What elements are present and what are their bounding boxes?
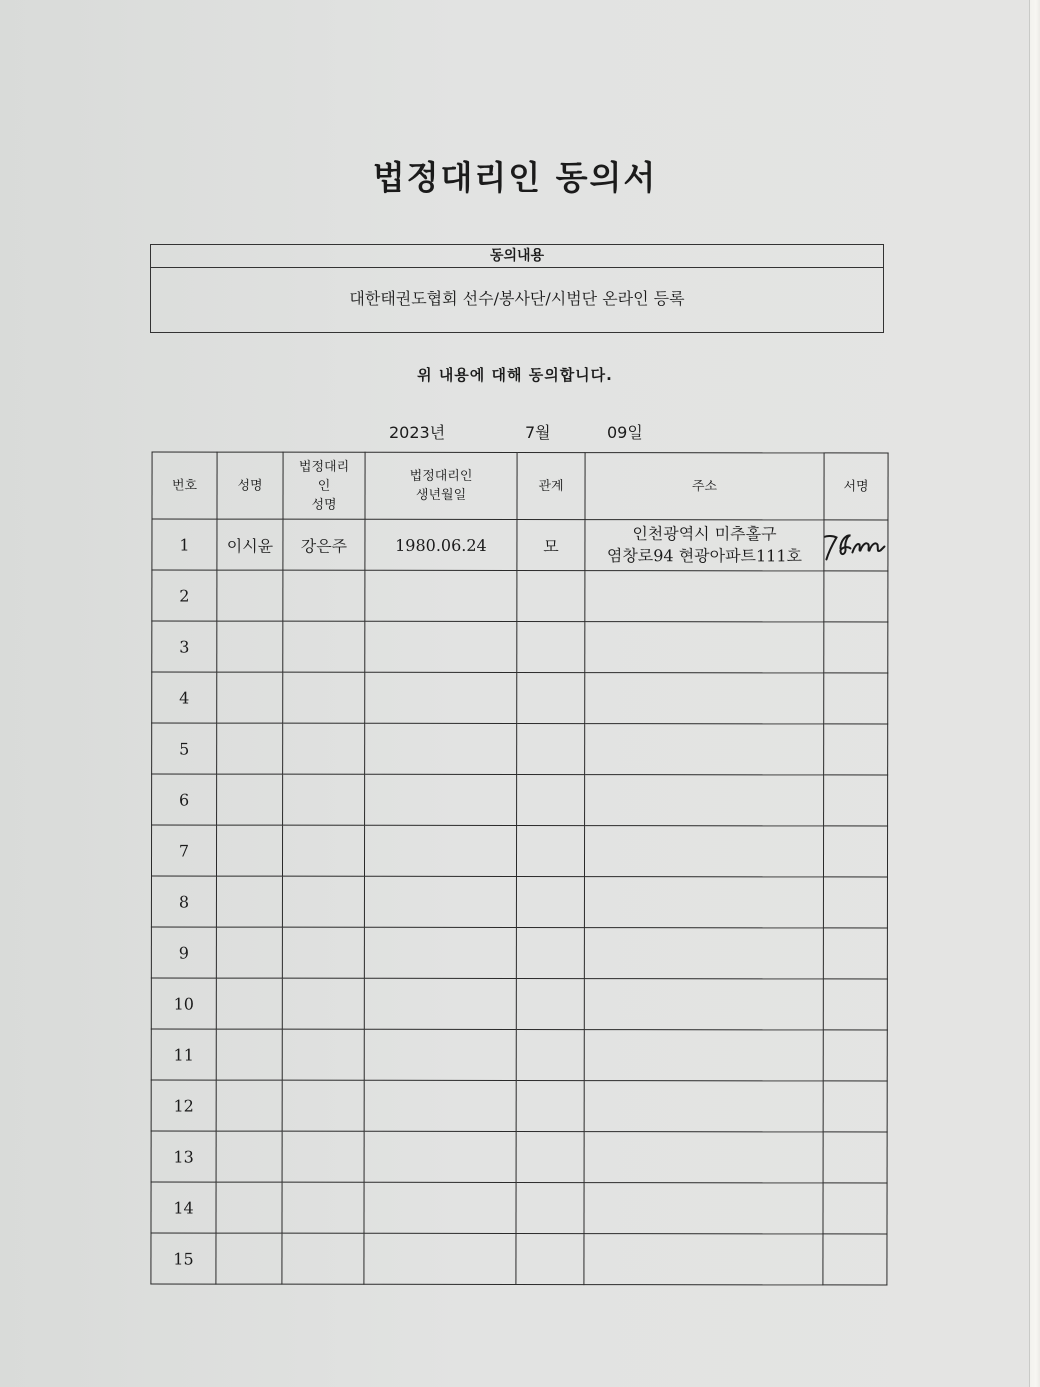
cell-address	[584, 826, 823, 877]
cell-signature	[823, 1030, 887, 1081]
header-no: 번호	[152, 452, 217, 519]
cell-signature	[824, 622, 888, 673]
cell-rep-birth	[364, 1080, 516, 1131]
cell-signature	[824, 673, 888, 724]
cell-rep-birth	[365, 774, 517, 825]
table-row	[152, 672, 888, 724]
cell-relation	[516, 1233, 584, 1284]
cell-relation	[517, 672, 585, 723]
table-row	[151, 825, 887, 877]
cell-no: 10	[151, 978, 216, 1029]
cell-address	[584, 979, 823, 1030]
cell-relation	[517, 774, 585, 825]
cell-name	[216, 1182, 282, 1233]
cell-rep-birth	[364, 1233, 516, 1284]
cell-name	[217, 723, 283, 774]
cell-name	[216, 978, 282, 1029]
cell-no: 5	[152, 723, 217, 774]
cell-rep-name	[282, 978, 364, 1029]
cell-rep-birth	[364, 825, 516, 876]
cell-address	[585, 622, 824, 673]
cell-rep-name	[282, 1233, 364, 1284]
table-row	[151, 1029, 887, 1081]
cell-signature	[824, 724, 888, 775]
cell-no: 2	[152, 570, 217, 621]
table-row	[152, 723, 888, 775]
cell-rep-name	[282, 825, 364, 876]
cell-rep-birth	[364, 927, 516, 978]
cell-signature	[823, 979, 887, 1030]
header-rep-birth-line1: 법정대리인	[409, 468, 473, 484]
cell-address	[584, 1183, 823, 1234]
cell-address	[584, 1081, 823, 1132]
cell-no: 13	[151, 1131, 216, 1182]
cell-rep-name	[282, 927, 364, 978]
cell-rep-name	[283, 570, 365, 621]
cell-signature	[824, 775, 888, 826]
cell-name	[217, 774, 283, 825]
cell-signature	[823, 1183, 887, 1234]
cell-signature	[824, 520, 888, 571]
cell-rep-name	[283, 774, 365, 825]
cell-address	[585, 673, 824, 724]
cell-address	[585, 775, 824, 826]
cell-rep-birth: 1980.06.24	[365, 519, 517, 570]
cell-rep-name	[283, 621, 365, 672]
header-rep-birth	[365, 452, 517, 519]
cell-name	[216, 1131, 282, 1182]
agree-statement: 위 내용에 대해 동의합니다.	[417, 366, 613, 384]
cell-address	[584, 1132, 823, 1183]
cell-relation	[517, 621, 585, 672]
cell-rep-birth	[364, 1182, 516, 1233]
table-row	[151, 1233, 887, 1285]
cell-relation	[516, 825, 584, 876]
table-row	[152, 570, 888, 622]
table-row	[152, 621, 888, 673]
cell-signature	[824, 571, 888, 622]
cell-rep-birth	[364, 978, 516, 1029]
cell-signature	[823, 928, 887, 979]
date-month: 7월	[525, 423, 551, 442]
cell-address	[584, 928, 823, 979]
cell-no: 7	[151, 825, 216, 876]
cell-relation	[516, 1029, 584, 1080]
cell-no: 1	[152, 519, 217, 570]
cell-no: 11	[151, 1029, 216, 1080]
cell-rep-name: 강은주	[283, 519, 365, 570]
cell-rep-birth	[365, 570, 517, 621]
cell-rep-birth	[364, 876, 516, 927]
table-row	[151, 1131, 887, 1183]
document-title: 법정대리인 동의서	[372, 158, 658, 197]
cell-rep-name	[282, 1182, 364, 1233]
cell-rep-birth	[365, 672, 517, 723]
cell-relation	[516, 1182, 584, 1233]
cell-name	[216, 1233, 282, 1284]
cell-no: 4	[152, 672, 217, 723]
cell-relation	[517, 723, 585, 774]
cell-no: 15	[151, 1233, 216, 1284]
cell-no: 6	[152, 774, 217, 825]
address-line1: 인천광역시 미추홀구	[632, 524, 777, 544]
table-row	[151, 876, 887, 928]
cell-no: 3	[152, 621, 217, 672]
cell-rep-name	[282, 1131, 364, 1182]
date-year: 2023년	[389, 423, 446, 442]
consent-box	[150, 244, 884, 333]
cell-rep-name	[282, 1029, 364, 1080]
guardian-table	[150, 451, 888, 1285]
header-signature: 서명	[824, 453, 888, 520]
cell-no: 8	[151, 876, 216, 927]
cell-rep-name	[282, 1080, 364, 1131]
cell-relation	[516, 876, 584, 927]
cell-relation	[517, 570, 585, 621]
header-rep-name-line2: 인	[317, 478, 331, 494]
cell-no: 14	[151, 1182, 216, 1233]
cell-rep-name	[283, 723, 365, 774]
date-day: 09일	[607, 423, 643, 442]
cell-no: 12	[151, 1080, 216, 1131]
cell-name	[216, 1029, 282, 1080]
header-address: 주소	[585, 453, 824, 520]
header-rep-name	[283, 452, 365, 519]
table-row	[152, 519, 888, 571]
cell-name	[216, 825, 282, 876]
handwritten-signature	[824, 526, 888, 562]
cell-name	[216, 927, 282, 978]
header-rep-birth-line2: 생년월일	[415, 487, 467, 503]
cell-signature	[823, 826, 887, 877]
cell-name	[217, 621, 283, 672]
cell-name	[216, 1080, 282, 1131]
cell-address	[584, 1030, 823, 1081]
cell-address	[585, 571, 824, 622]
cell-address	[585, 520, 824, 571]
cell-rep-birth	[364, 1131, 516, 1182]
consent-body: 대한태권도협회 선수/봉사단/시범단 온라인 등록	[349, 289, 685, 308]
cell-relation	[516, 927, 584, 978]
header-rep-name-line1: 법정대리	[298, 459, 350, 475]
header-name: 성명	[217, 452, 283, 519]
cell-address	[584, 877, 823, 928]
table-header-row	[152, 452, 888, 520]
cell-relation	[516, 1131, 584, 1182]
consent-header: 동의내용	[151, 245, 883, 268]
cell-address	[584, 1234, 823, 1285]
cell-signature	[823, 1132, 887, 1183]
cell-rep-birth	[364, 1029, 516, 1080]
cell-rep-birth	[365, 723, 517, 774]
table-row	[151, 978, 887, 1030]
table-row	[152, 774, 888, 826]
cell-name	[216, 876, 282, 927]
cell-rep-name	[282, 876, 364, 927]
cell-signature	[823, 1234, 887, 1285]
address-line2: 염창로94 현광아파트111호	[606, 546, 802, 566]
paper-edge	[1029, 0, 1040, 1387]
header-rep-name-line3: 성명	[311, 497, 337, 513]
cell-name	[217, 672, 283, 723]
cell-relation: 모	[517, 519, 585, 570]
cell-relation	[516, 1080, 584, 1131]
cell-no: 9	[151, 927, 216, 978]
table-row	[151, 1182, 887, 1234]
cell-rep-birth	[365, 621, 517, 672]
cell-relation	[516, 978, 584, 1029]
cell-rep-name	[283, 672, 365, 723]
header-relation: 관계	[517, 452, 585, 519]
cell-signature	[823, 877, 887, 928]
cell-name	[217, 570, 283, 621]
table-row	[151, 927, 887, 979]
cell-name: 이시윤	[217, 519, 283, 570]
table-row	[151, 1080, 887, 1132]
cell-signature	[823, 1081, 887, 1132]
cell-address	[585, 724, 824, 775]
